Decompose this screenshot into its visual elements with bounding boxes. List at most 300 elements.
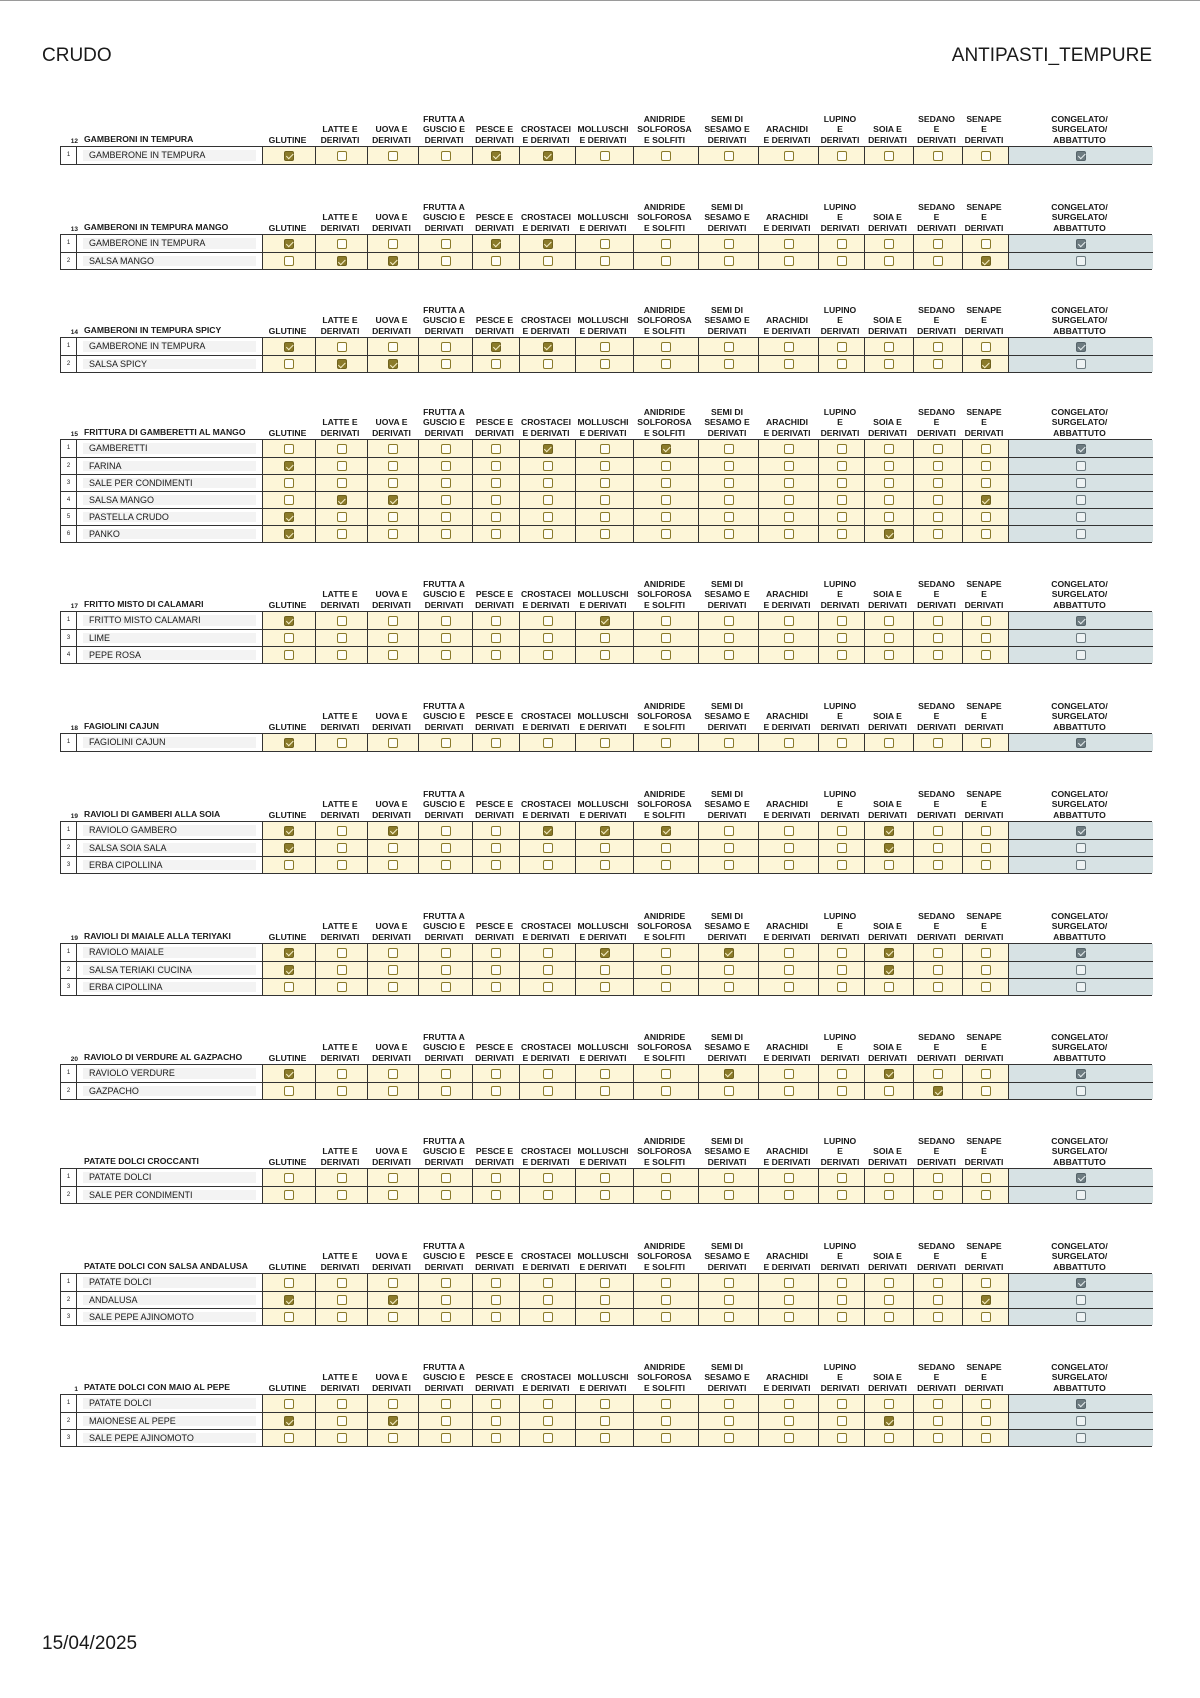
checkbox-unchecked-icon[interactable] [600, 633, 610, 643]
checkbox-unchecked-icon[interactable] [337, 633, 347, 643]
checkbox-unchecked-icon[interactable] [600, 256, 610, 266]
checkbox-unchecked-icon[interactable] [441, 616, 451, 626]
checkbox-unchecked-icon[interactable] [981, 529, 991, 539]
checkbox-unchecked-icon[interactable] [1076, 359, 1086, 369]
checkbox-unchecked-icon[interactable] [1076, 633, 1086, 643]
checkbox-unchecked-icon[interactable] [884, 495, 894, 505]
checkbox-checked-icon[interactable] [600, 948, 610, 958]
checkbox-unchecked-icon[interactable] [837, 239, 847, 249]
ingredient-name[interactable] [77, 612, 262, 629]
checkbox-unchecked-icon[interactable] [784, 1295, 794, 1305]
checkbox-unchecked-icon[interactable] [884, 1173, 894, 1183]
checkbox-unchecked-icon[interactable] [441, 342, 451, 352]
checkbox-unchecked-icon[interactable] [388, 239, 398, 249]
checkbox-unchecked-icon[interactable] [724, 512, 734, 522]
checkbox-unchecked-icon[interactable] [933, 650, 943, 660]
checkbox-unchecked-icon[interactable] [981, 860, 991, 870]
checkbox-unchecked-icon[interactable] [933, 444, 943, 454]
checkbox-unchecked-icon[interactable] [724, 738, 734, 748]
checkbox-checked-icon[interactable] [724, 948, 734, 958]
checkbox-unchecked-icon[interactable] [441, 650, 451, 660]
checkbox-unchecked-icon[interactable] [388, 529, 398, 539]
checkbox-unchecked-icon[interactable] [284, 1312, 294, 1322]
checkbox-unchecked-icon[interactable] [981, 151, 991, 161]
checkbox-unchecked-icon[interactable] [441, 965, 451, 975]
checkbox-unchecked-icon[interactable] [784, 843, 794, 853]
checkbox-unchecked-icon[interactable] [784, 239, 794, 249]
checkbox-checked-icon[interactable] [981, 256, 991, 266]
checkbox-unchecked-icon[interactable] [981, 478, 991, 488]
checkbox-unchecked-icon[interactable] [724, 1399, 734, 1409]
checkbox-checked-icon[interactable] [543, 826, 553, 836]
checkbox-unchecked-icon[interactable] [981, 1190, 991, 1200]
checkbox-unchecked-icon[interactable] [600, 495, 610, 505]
checkbox-checked-icon[interactable] [491, 342, 501, 352]
checkbox-unchecked-icon[interactable] [284, 359, 294, 369]
checkbox-unchecked-icon[interactable] [981, 650, 991, 660]
checkbox-unchecked-icon[interactable] [441, 461, 451, 471]
checkbox-unchecked-icon[interactable] [661, 1086, 671, 1096]
checkbox-unchecked-icon[interactable] [388, 1173, 398, 1183]
checkbox-checked-icon[interactable] [1076, 1069, 1086, 1079]
checkbox-unchecked-icon[interactable] [388, 1069, 398, 1079]
ingredient-name[interactable] [77, 839, 262, 856]
checkbox-unchecked-icon[interactable] [661, 256, 671, 266]
checkbox-unchecked-icon[interactable] [491, 1433, 501, 1443]
checkbox-unchecked-icon[interactable] [724, 843, 734, 853]
checkbox-checked-icon[interactable] [337, 495, 347, 505]
checkbox-unchecked-icon[interactable] [837, 1278, 847, 1288]
checkbox-unchecked-icon[interactable] [784, 342, 794, 352]
checkbox-unchecked-icon[interactable] [661, 529, 671, 539]
checkbox-unchecked-icon[interactable] [884, 478, 894, 488]
checkbox-unchecked-icon[interactable] [337, 616, 347, 626]
checkbox-unchecked-icon[interactable] [724, 965, 734, 975]
checkbox-unchecked-icon[interactable] [981, 1086, 991, 1096]
checkbox-unchecked-icon[interactable] [837, 843, 847, 853]
checkbox-unchecked-icon[interactable] [981, 965, 991, 975]
ingredient-name[interactable] [77, 822, 262, 839]
checkbox-unchecked-icon[interactable] [543, 948, 553, 958]
checkbox-unchecked-icon[interactable] [661, 738, 671, 748]
checkbox-unchecked-icon[interactable] [784, 1173, 794, 1183]
checkbox-unchecked-icon[interactable] [543, 982, 553, 992]
checkbox-unchecked-icon[interactable] [491, 982, 501, 992]
checkbox-unchecked-icon[interactable] [337, 650, 347, 660]
checkbox-unchecked-icon[interactable] [933, 948, 943, 958]
checkbox-unchecked-icon[interactable] [1076, 256, 1086, 266]
checkbox-unchecked-icon[interactable] [724, 1433, 734, 1443]
ingredient-name[interactable] [77, 961, 262, 978]
checkbox-unchecked-icon[interactable] [441, 633, 451, 643]
checkbox-unchecked-icon[interactable] [837, 1069, 847, 1079]
checkbox-unchecked-icon[interactable] [837, 359, 847, 369]
checkbox-unchecked-icon[interactable] [661, 1278, 671, 1288]
checkbox-unchecked-icon[interactable] [724, 1173, 734, 1183]
checkbox-unchecked-icon[interactable] [441, 1173, 451, 1183]
checkbox-unchecked-icon[interactable] [661, 342, 671, 352]
checkbox-checked-icon[interactable] [1076, 1399, 1086, 1409]
checkbox-unchecked-icon[interactable] [284, 1399, 294, 1409]
checkbox-unchecked-icon[interactable] [491, 256, 501, 266]
checkbox-checked-icon[interactable] [284, 738, 294, 748]
checkbox-unchecked-icon[interactable] [661, 1190, 671, 1200]
checkbox-unchecked-icon[interactable] [337, 1069, 347, 1079]
checkbox-unchecked-icon[interactable] [337, 1312, 347, 1322]
checkbox-unchecked-icon[interactable] [884, 1399, 894, 1409]
checkbox-unchecked-icon[interactable] [337, 826, 347, 836]
checkbox-checked-icon[interactable] [491, 239, 501, 249]
checkbox-unchecked-icon[interactable] [981, 843, 991, 853]
checkbox-checked-icon[interactable] [388, 1295, 398, 1305]
checkbox-unchecked-icon[interactable] [837, 461, 847, 471]
checkbox-unchecked-icon[interactable] [724, 650, 734, 660]
checkbox-checked-icon[interactable] [543, 151, 553, 161]
checkbox-checked-icon[interactable] [284, 512, 294, 522]
checkbox-unchecked-icon[interactable] [837, 1399, 847, 1409]
checkbox-unchecked-icon[interactable] [933, 843, 943, 853]
checkbox-unchecked-icon[interactable] [724, 151, 734, 161]
checkbox-unchecked-icon[interactable] [600, 529, 610, 539]
checkbox-checked-icon[interactable] [284, 965, 294, 975]
checkbox-unchecked-icon[interactable] [543, 461, 553, 471]
checkbox-unchecked-icon[interactable] [884, 633, 894, 643]
checkbox-unchecked-icon[interactable] [661, 239, 671, 249]
checkbox-unchecked-icon[interactable] [724, 1295, 734, 1305]
checkbox-unchecked-icon[interactable] [981, 1069, 991, 1079]
checkbox-checked-icon[interactable] [1076, 239, 1086, 249]
checkbox-unchecked-icon[interactable] [388, 1399, 398, 1409]
checkbox-unchecked-icon[interactable] [600, 965, 610, 975]
ingredient-name[interactable] [77, 338, 262, 355]
checkbox-unchecked-icon[interactable] [981, 1416, 991, 1426]
checkbox-unchecked-icon[interactable] [661, 843, 671, 853]
checkbox-unchecked-icon[interactable] [837, 826, 847, 836]
checkbox-unchecked-icon[interactable] [981, 512, 991, 522]
checkbox-unchecked-icon[interactable] [981, 616, 991, 626]
checkbox-checked-icon[interactable] [981, 359, 991, 369]
checkbox-unchecked-icon[interactable] [837, 860, 847, 870]
checkbox-unchecked-icon[interactable] [661, 1433, 671, 1443]
checkbox-checked-icon[interactable] [284, 239, 294, 249]
checkbox-unchecked-icon[interactable] [543, 1069, 553, 1079]
checkbox-checked-icon[interactable] [337, 256, 347, 266]
checkbox-unchecked-icon[interactable] [600, 1295, 610, 1305]
checkbox-unchecked-icon[interactable] [661, 860, 671, 870]
checkbox-unchecked-icon[interactable] [543, 1086, 553, 1096]
checkbox-unchecked-icon[interactable] [388, 151, 398, 161]
checkbox-unchecked-icon[interactable] [388, 633, 398, 643]
checkbox-unchecked-icon[interactable] [784, 359, 794, 369]
checkbox-unchecked-icon[interactable] [491, 1399, 501, 1409]
checkbox-unchecked-icon[interactable] [1076, 1086, 1086, 1096]
checkbox-unchecked-icon[interactable] [600, 843, 610, 853]
checkbox-unchecked-icon[interactable] [491, 478, 501, 488]
checkbox-unchecked-icon[interactable] [981, 738, 991, 748]
checkbox-unchecked-icon[interactable] [837, 529, 847, 539]
checkbox-unchecked-icon[interactable] [600, 239, 610, 249]
checkbox-unchecked-icon[interactable] [600, 1190, 610, 1200]
checkbox-unchecked-icon[interactable] [1076, 982, 1086, 992]
checkbox-unchecked-icon[interactable] [543, 1399, 553, 1409]
checkbox-unchecked-icon[interactable] [543, 1278, 553, 1288]
checkbox-unchecked-icon[interactable] [337, 1433, 347, 1443]
checkbox-unchecked-icon[interactable] [491, 1295, 501, 1305]
checkbox-unchecked-icon[interactable] [661, 512, 671, 522]
checkbox-unchecked-icon[interactable] [724, 461, 734, 471]
checkbox-unchecked-icon[interactable] [337, 478, 347, 488]
checkbox-checked-icon[interactable] [933, 1086, 943, 1096]
checkbox-unchecked-icon[interactable] [1076, 1312, 1086, 1322]
checkbox-unchecked-icon[interactable] [543, 256, 553, 266]
checkbox-unchecked-icon[interactable] [337, 1416, 347, 1426]
checkbox-checked-icon[interactable] [284, 151, 294, 161]
checkbox-unchecked-icon[interactable] [543, 529, 553, 539]
checkbox-unchecked-icon[interactable] [724, 1278, 734, 1288]
checkbox-unchecked-icon[interactable] [933, 1312, 943, 1322]
checkbox-unchecked-icon[interactable] [441, 1433, 451, 1443]
ingredient-name[interactable] [77, 734, 262, 751]
checkbox-unchecked-icon[interactable] [441, 529, 451, 539]
checkbox-unchecked-icon[interactable] [837, 1416, 847, 1426]
checkbox-unchecked-icon[interactable] [441, 495, 451, 505]
checkbox-checked-icon[interactable] [1076, 826, 1086, 836]
checkbox-unchecked-icon[interactable] [784, 1416, 794, 1426]
checkbox-unchecked-icon[interactable] [837, 616, 847, 626]
checkbox-unchecked-icon[interactable] [724, 1086, 734, 1096]
checkbox-unchecked-icon[interactable] [724, 239, 734, 249]
checkbox-unchecked-icon[interactable] [933, 359, 943, 369]
checkbox-unchecked-icon[interactable] [661, 1295, 671, 1305]
checkbox-unchecked-icon[interactable] [284, 1173, 294, 1183]
checkbox-unchecked-icon[interactable] [884, 151, 894, 161]
checkbox-unchecked-icon[interactable] [491, 1416, 501, 1426]
checkbox-unchecked-icon[interactable] [337, 1295, 347, 1305]
checkbox-unchecked-icon[interactable] [491, 495, 501, 505]
checkbox-checked-icon[interactable] [600, 826, 610, 836]
checkbox-unchecked-icon[interactable] [543, 1190, 553, 1200]
checkbox-unchecked-icon[interactable] [661, 616, 671, 626]
checkbox-unchecked-icon[interactable] [724, 633, 734, 643]
checkbox-unchecked-icon[interactable] [837, 633, 847, 643]
checkbox-unchecked-icon[interactable] [600, 478, 610, 488]
checkbox-unchecked-icon[interactable] [491, 860, 501, 870]
checkbox-unchecked-icon[interactable] [337, 461, 347, 471]
checkbox-unchecked-icon[interactable] [1076, 843, 1086, 853]
checkbox-unchecked-icon[interactable] [837, 342, 847, 352]
checkbox-unchecked-icon[interactable] [388, 1278, 398, 1288]
checkbox-checked-icon[interactable] [884, 965, 894, 975]
checkbox-unchecked-icon[interactable] [933, 512, 943, 522]
checkbox-unchecked-icon[interactable] [933, 342, 943, 352]
checkbox-checked-icon[interactable] [388, 359, 398, 369]
checkbox-unchecked-icon[interactable] [441, 1399, 451, 1409]
checkbox-unchecked-icon[interactable] [724, 1190, 734, 1200]
checkbox-unchecked-icon[interactable] [724, 256, 734, 266]
checkbox-checked-icon[interactable] [284, 843, 294, 853]
checkbox-unchecked-icon[interactable] [441, 826, 451, 836]
checkbox-unchecked-icon[interactable] [284, 982, 294, 992]
checkbox-unchecked-icon[interactable] [724, 444, 734, 454]
checkbox-checked-icon[interactable] [884, 1416, 894, 1426]
checkbox-unchecked-icon[interactable] [543, 616, 553, 626]
checkbox-unchecked-icon[interactable] [337, 151, 347, 161]
checkbox-unchecked-icon[interactable] [724, 1312, 734, 1322]
checkbox-checked-icon[interactable] [884, 948, 894, 958]
checkbox-unchecked-icon[interactable] [388, 1190, 398, 1200]
checkbox-unchecked-icon[interactable] [1076, 650, 1086, 660]
checkbox-unchecked-icon[interactable] [837, 256, 847, 266]
checkbox-unchecked-icon[interactable] [600, 1312, 610, 1322]
checkbox-unchecked-icon[interactable] [543, 843, 553, 853]
checkbox-unchecked-icon[interactable] [981, 1173, 991, 1183]
checkbox-checked-icon[interactable] [388, 495, 398, 505]
ingredient-name[interactable] [77, 856, 262, 873]
ingredient-name[interactable] [77, 1274, 262, 1291]
checkbox-unchecked-icon[interactable] [543, 1312, 553, 1322]
checkbox-unchecked-icon[interactable] [388, 860, 398, 870]
checkbox-unchecked-icon[interactable] [884, 1190, 894, 1200]
checkbox-unchecked-icon[interactable] [543, 1295, 553, 1305]
checkbox-unchecked-icon[interactable] [933, 826, 943, 836]
checkbox-unchecked-icon[interactable] [543, 1433, 553, 1443]
ingredient-name[interactable] [77, 1395, 262, 1412]
checkbox-unchecked-icon[interactable] [724, 982, 734, 992]
checkbox-checked-icon[interactable] [284, 1295, 294, 1305]
checkbox-unchecked-icon[interactable] [933, 1295, 943, 1305]
checkbox-unchecked-icon[interactable] [600, 1416, 610, 1426]
checkbox-unchecked-icon[interactable] [284, 1433, 294, 1443]
checkbox-unchecked-icon[interactable] [388, 843, 398, 853]
checkbox-checked-icon[interactable] [388, 1416, 398, 1426]
checkbox-unchecked-icon[interactable] [600, 1399, 610, 1409]
checkbox-unchecked-icon[interactable] [724, 826, 734, 836]
checkbox-unchecked-icon[interactable] [1076, 1416, 1086, 1426]
checkbox-unchecked-icon[interactable] [388, 444, 398, 454]
checkbox-unchecked-icon[interactable] [337, 1190, 347, 1200]
checkbox-unchecked-icon[interactable] [543, 359, 553, 369]
checkbox-unchecked-icon[interactable] [337, 444, 347, 454]
checkbox-unchecked-icon[interactable] [837, 151, 847, 161]
checkbox-checked-icon[interactable] [388, 826, 398, 836]
checkbox-unchecked-icon[interactable] [933, 151, 943, 161]
checkbox-unchecked-icon[interactable] [388, 1433, 398, 1443]
ingredient-name[interactable] [77, 1308, 262, 1325]
checkbox-checked-icon[interactable] [724, 1069, 734, 1079]
checkbox-unchecked-icon[interactable] [388, 1312, 398, 1322]
ingredient-name[interactable] [77, 474, 262, 491]
checkbox-unchecked-icon[interactable] [884, 982, 894, 992]
checkbox-checked-icon[interactable] [284, 461, 294, 471]
checkbox-unchecked-icon[interactable] [884, 650, 894, 660]
ingredient-name[interactable] [77, 508, 262, 525]
ingredient-name[interactable] [77, 355, 262, 372]
checkbox-unchecked-icon[interactable] [661, 1416, 671, 1426]
checkbox-unchecked-icon[interactable] [491, 1173, 501, 1183]
checkbox-unchecked-icon[interactable] [837, 982, 847, 992]
checkbox-unchecked-icon[interactable] [933, 529, 943, 539]
checkbox-unchecked-icon[interactable] [491, 1190, 501, 1200]
ingredient-name[interactable] [77, 629, 262, 646]
checkbox-unchecked-icon[interactable] [543, 860, 553, 870]
ingredient-name[interactable] [77, 1291, 262, 1308]
checkbox-unchecked-icon[interactable] [388, 982, 398, 992]
checkbox-unchecked-icon[interactable] [441, 239, 451, 249]
checkbox-unchecked-icon[interactable] [784, 461, 794, 471]
checkbox-unchecked-icon[interactable] [784, 478, 794, 488]
checkbox-unchecked-icon[interactable] [933, 633, 943, 643]
checkbox-unchecked-icon[interactable] [981, 948, 991, 958]
checkbox-unchecked-icon[interactable] [491, 1278, 501, 1288]
checkbox-unchecked-icon[interactable] [337, 512, 347, 522]
checkbox-unchecked-icon[interactable] [1076, 529, 1086, 539]
checkbox-unchecked-icon[interactable] [1076, 965, 1086, 975]
checkbox-unchecked-icon[interactable] [491, 948, 501, 958]
checkbox-unchecked-icon[interactable] [933, 495, 943, 505]
checkbox-unchecked-icon[interactable] [661, 982, 671, 992]
checkbox-unchecked-icon[interactable] [981, 1399, 991, 1409]
checkbox-unchecked-icon[interactable] [491, 826, 501, 836]
checkbox-unchecked-icon[interactable] [981, 1433, 991, 1443]
checkbox-unchecked-icon[interactable] [337, 982, 347, 992]
checkbox-unchecked-icon[interactable] [337, 1173, 347, 1183]
checkbox-unchecked-icon[interactable] [784, 1069, 794, 1079]
checkbox-unchecked-icon[interactable] [661, 1312, 671, 1322]
checkbox-unchecked-icon[interactable] [933, 965, 943, 975]
checkbox-unchecked-icon[interactable] [337, 948, 347, 958]
checkbox-checked-icon[interactable] [543, 239, 553, 249]
checkbox-unchecked-icon[interactable] [337, 342, 347, 352]
checkbox-unchecked-icon[interactable] [837, 478, 847, 488]
checkbox-unchecked-icon[interactable] [600, 738, 610, 748]
checkbox-unchecked-icon[interactable] [784, 1086, 794, 1096]
checkbox-unchecked-icon[interactable] [491, 650, 501, 660]
ingredient-name[interactable] [77, 646, 262, 663]
checkbox-unchecked-icon[interactable] [491, 359, 501, 369]
checkbox-unchecked-icon[interactable] [543, 633, 553, 643]
checkbox-unchecked-icon[interactable] [933, 1433, 943, 1443]
checkbox-unchecked-icon[interactable] [933, 1190, 943, 1200]
checkbox-unchecked-icon[interactable] [784, 965, 794, 975]
checkbox-unchecked-icon[interactable] [388, 1086, 398, 1096]
checkbox-unchecked-icon[interactable] [661, 948, 671, 958]
checkbox-unchecked-icon[interactable] [284, 1278, 294, 1288]
checkbox-unchecked-icon[interactable] [784, 1190, 794, 1200]
ingredient-name[interactable] [77, 491, 262, 508]
checkbox-unchecked-icon[interactable] [784, 982, 794, 992]
checkbox-checked-icon[interactable] [284, 342, 294, 352]
checkbox-unchecked-icon[interactable] [837, 495, 847, 505]
checkbox-unchecked-icon[interactable] [784, 860, 794, 870]
checkbox-unchecked-icon[interactable] [933, 738, 943, 748]
checkbox-unchecked-icon[interactable] [388, 478, 398, 488]
checkbox-unchecked-icon[interactable] [441, 478, 451, 488]
checkbox-unchecked-icon[interactable] [388, 512, 398, 522]
checkbox-unchecked-icon[interactable] [661, 965, 671, 975]
checkbox-unchecked-icon[interactable] [837, 512, 847, 522]
checkbox-unchecked-icon[interactable] [784, 151, 794, 161]
checkbox-unchecked-icon[interactable] [337, 965, 347, 975]
checkbox-unchecked-icon[interactable] [784, 826, 794, 836]
checkbox-checked-icon[interactable] [1076, 948, 1086, 958]
checkbox-unchecked-icon[interactable] [441, 512, 451, 522]
checkbox-unchecked-icon[interactable] [837, 650, 847, 660]
checkbox-unchecked-icon[interactable] [543, 965, 553, 975]
checkbox-unchecked-icon[interactable] [600, 982, 610, 992]
checkbox-unchecked-icon[interactable] [491, 1312, 501, 1322]
checkbox-unchecked-icon[interactable] [981, 1278, 991, 1288]
checkbox-unchecked-icon[interactable] [1076, 478, 1086, 488]
